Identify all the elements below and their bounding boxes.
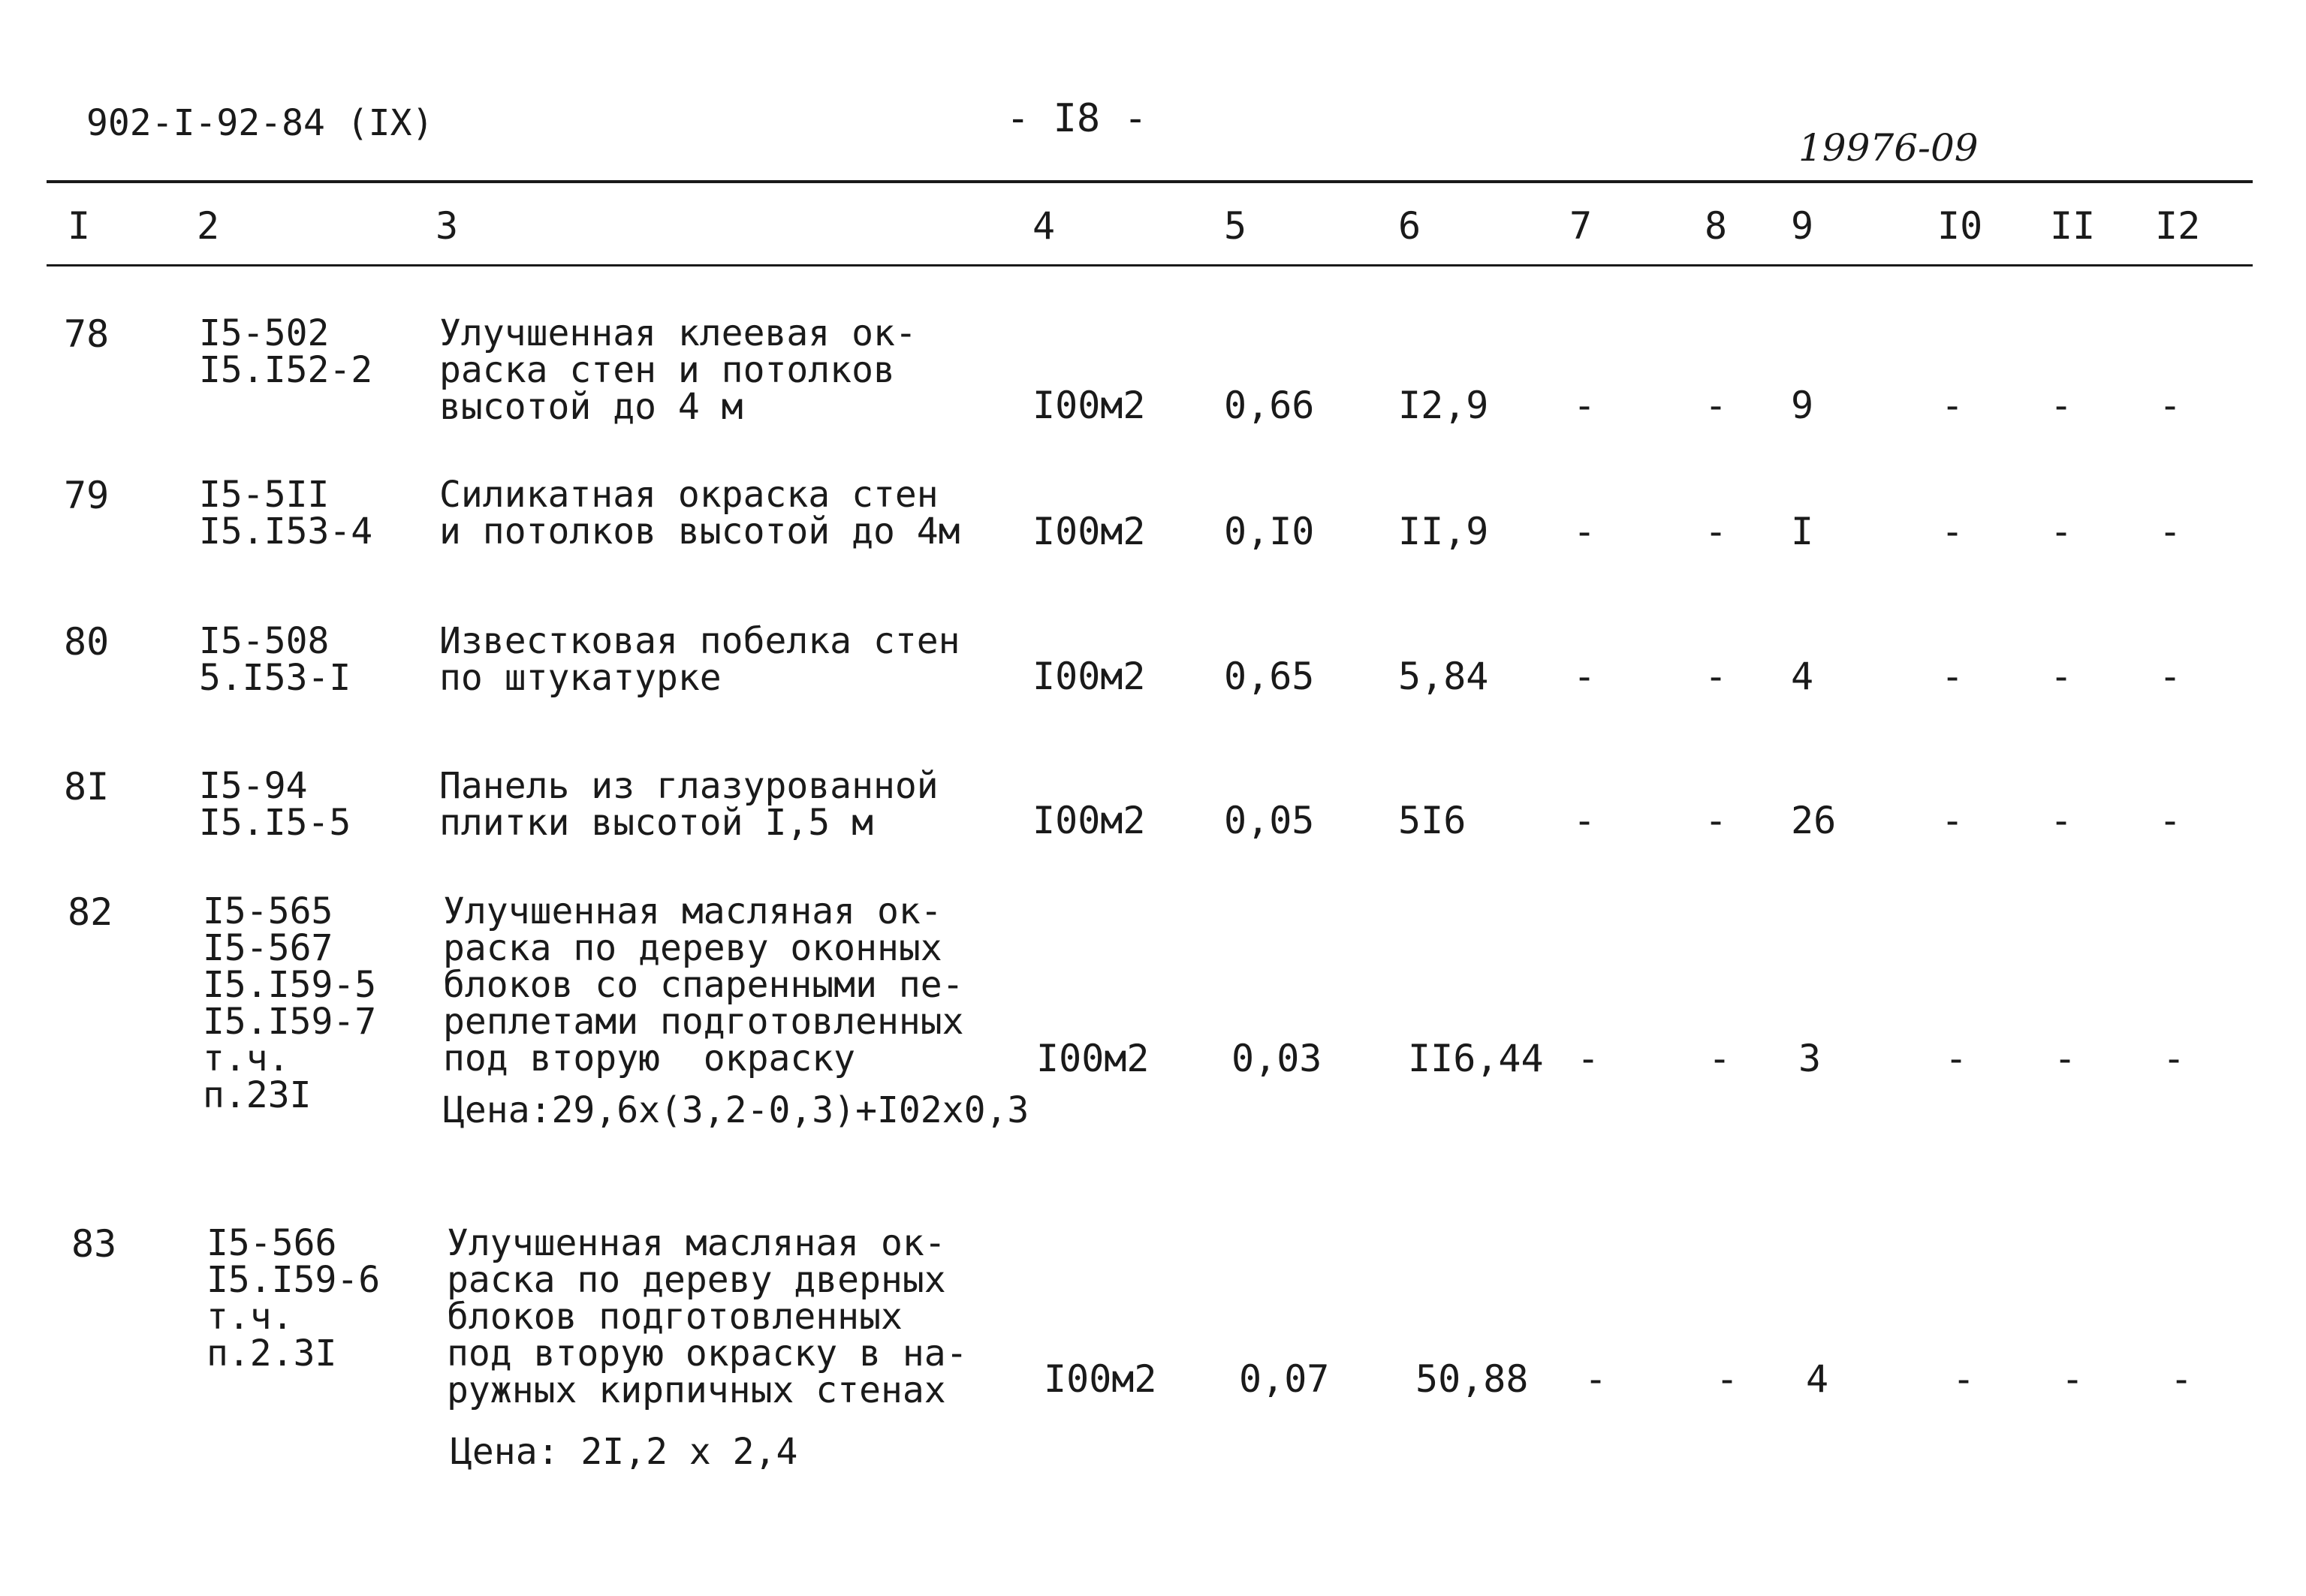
row-number: 79 [64, 474, 110, 517]
unit: I00м2 [1032, 510, 1146, 553]
col12-value: - [2170, 1357, 2193, 1401]
col-header-1: I [68, 204, 91, 248]
col6-value: 5,84 [1398, 655, 1489, 698]
col12-value: - [2159, 384, 2182, 427]
col10-value: - [1941, 510, 1964, 553]
col-header-7: 7 [1569, 204, 1593, 248]
col8-value: - [1705, 655, 1728, 698]
work-description: Улучшенная масляная ок- раска по дереву дверных блоков подготовленных под вторую окраску в на- ружных кирпичных стенах [447, 1222, 968, 1411]
col-header-11: II [2050, 204, 2096, 248]
col7-value: - [1573, 384, 1596, 427]
col7-value: - [1573, 799, 1596, 842]
work-description: Улучшенная масляная ок- раска по дереву оконных блоков со спаренными пе- реплетами подготовленных под вторую окраску [443, 890, 964, 1080]
col8-value: - [1716, 1357, 1739, 1401]
unit: I00м2 [1036, 1037, 1150, 1080]
quantity: 0,I0 [1224, 510, 1315, 553]
col-header-12: I2 [2155, 204, 2201, 248]
col-header-5: 5 [1224, 204, 1247, 248]
norm-codes: I5-5II I5.I53-4 [199, 474, 373, 553]
work-description: Улучшенная клеевая ок- раска стен и потолков высотой до 4 м [439, 312, 917, 428]
col-header-9: 9 [1791, 204, 1814, 248]
col10-value: - [1941, 655, 1964, 698]
work-description: Панель из глазурованной плитки высотой I,5 м [439, 765, 939, 844]
col9-value: 4 [1791, 655, 1814, 698]
col7-value: - [1573, 510, 1596, 553]
col6-value: 50,88 [1415, 1357, 1529, 1401]
col7-value: - [1577, 1037, 1600, 1080]
col7-value: - [1573, 655, 1596, 698]
quantity: 0,03 [1231, 1037, 1322, 1080]
unit: I00м2 [1032, 655, 1146, 698]
col9-value: 26 [1791, 799, 1837, 842]
col8-value: - [1705, 510, 1728, 553]
col6-value: I2,9 [1398, 384, 1489, 427]
col8-value: - [1708, 1037, 1732, 1080]
col11-value: - [2050, 655, 2073, 698]
col-header-8: 8 [1705, 204, 1728, 248]
page-number: - I8 - [1006, 96, 1147, 141]
quantity: 0,07 [1239, 1357, 1330, 1401]
norm-codes: I5-502 I5.I52-2 [199, 312, 373, 391]
col9-value: 3 [1798, 1037, 1822, 1080]
quantity: 0,05 [1224, 799, 1315, 842]
col11-value: - [2050, 510, 2073, 553]
norm-codes: I5-94 I5.I5-5 [199, 765, 351, 844]
work-description: Силикатная окраска стен и потолков высотой до 4м [439, 474, 960, 553]
norm-codes: I5-566 I5.I59-6 т.ч. п.2.3I [206, 1222, 381, 1375]
price-formula: Цена: 2I,2 х 2,4 [451, 1431, 798, 1473]
col11-value: - [2050, 384, 2073, 427]
col6-value: II,9 [1398, 510, 1489, 553]
col7-value: - [1584, 1357, 1608, 1401]
col10-value: - [1941, 384, 1964, 427]
archive-number: 19976-09 [1798, 126, 1979, 170]
row-number: 83 [71, 1222, 117, 1266]
col6-value: II6,44 [1408, 1037, 1544, 1080]
row-number: 80 [64, 620, 110, 664]
col11-value: - [2061, 1357, 2084, 1401]
col9-value: 9 [1791, 384, 1814, 427]
header-top-rule [47, 180, 2253, 183]
col-header-10: I0 [1937, 204, 1983, 248]
header-bottom-rule [47, 264, 2253, 267]
col-header-3: 3 [436, 204, 459, 248]
norm-codes: I5-508 5.I53-I [199, 620, 351, 699]
unit: I00м2 [1032, 384, 1146, 427]
col8-value: - [1705, 799, 1728, 842]
col6-value: 5I6 [1398, 799, 1466, 842]
col10-value: - [1945, 1037, 1968, 1080]
quantity: 0,66 [1224, 384, 1315, 427]
document-code: 902-I-92-84 (IX) [86, 102, 434, 144]
unit: I00м2 [1032, 799, 1146, 842]
col9-value: I [1791, 510, 1814, 553]
row-number: 8I [64, 765, 110, 809]
col10-value: - [1952, 1357, 1976, 1401]
col-header-2: 2 [197, 204, 220, 248]
col10-value: - [1941, 799, 1964, 842]
unit: I00м2 [1044, 1357, 1157, 1401]
row-number: 78 [64, 312, 110, 356]
col12-value: - [2159, 510, 2182, 553]
quantity: 0,65 [1224, 655, 1315, 698]
col-header-4: 4 [1032, 204, 1056, 248]
price-formula: Цена:29,6х(3,2-0,3)+I02х0,3 [443, 1089, 1029, 1131]
row-number: 82 [68, 890, 113, 934]
col12-value: - [2159, 655, 2182, 698]
col11-value: - [2054, 1037, 2077, 1080]
col9-value: 4 [1806, 1357, 1829, 1401]
col-header-6: 6 [1398, 204, 1421, 248]
norm-codes: I5-565 I5-567 I5.I59-5 I5.I59-7 т.ч. п.23I [203, 890, 377, 1116]
col12-value: - [2163, 1037, 2186, 1080]
col12-value: - [2159, 799, 2182, 842]
col8-value: - [1705, 384, 1728, 427]
work-description: Известковая побелка стен по штукатурке [439, 620, 960, 699]
col11-value: - [2050, 799, 2073, 842]
